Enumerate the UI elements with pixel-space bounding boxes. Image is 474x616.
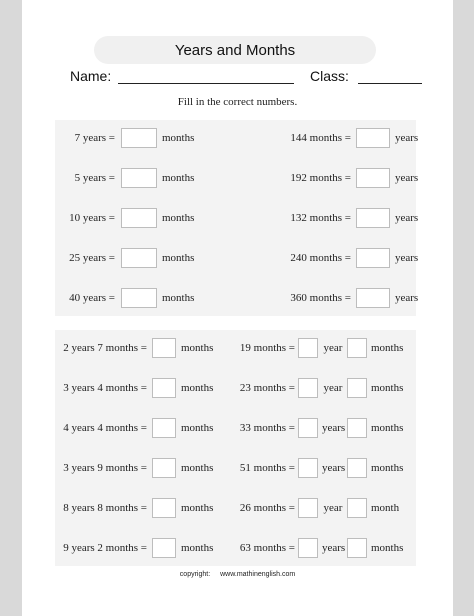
unit-label: years <box>322 462 346 474</box>
worksheet-page <box>22 0 453 616</box>
answer-box[interactable] <box>152 458 176 478</box>
answer-box[interactable] <box>152 378 176 398</box>
unit-label: months <box>371 422 404 434</box>
unit-label: months <box>371 342 404 354</box>
section-2-panel <box>55 330 416 566</box>
answer-box[interactable] <box>121 288 157 308</box>
unit-label: years <box>322 542 346 554</box>
answer-box[interactable] <box>356 288 390 308</box>
answer-box[interactable] <box>356 128 390 148</box>
unit-label: months <box>162 212 195 224</box>
months-box[interactable] <box>347 378 367 398</box>
answer-box[interactable] <box>356 248 390 268</box>
question-text: 5 years = <box>74 172 115 184</box>
question-text: 25 years = <box>69 252 115 264</box>
unit-label: months <box>181 502 214 514</box>
name-label: Name: <box>70 68 112 84</box>
title-text: Years and Months <box>174 41 296 59</box>
months-box[interactable] <box>347 498 367 518</box>
question-text: 63 months = <box>239 542 295 554</box>
question-text: 9 years 2 months = <box>63 542 147 554</box>
unit-label: year <box>323 342 343 354</box>
worksheet-title <box>94 36 376 64</box>
question-text: 192 months = <box>290 172 351 184</box>
years-box[interactable] <box>298 458 318 478</box>
years-box[interactable] <box>298 538 318 558</box>
unit-label: months <box>162 252 195 264</box>
unit-label: months <box>371 542 404 554</box>
question-text: 240 months = <box>290 252 351 264</box>
class-line[interactable] <box>358 83 422 84</box>
site-link[interactable]: www.mathinenglish.com <box>220 571 296 578</box>
years-box[interactable] <box>298 498 318 518</box>
question-text: 360 months = <box>290 292 351 304</box>
answer-box[interactable] <box>152 538 176 558</box>
question-text: 19 months = <box>239 342 295 354</box>
name-class-row <box>70 68 422 88</box>
answer-box[interactable] <box>121 208 157 228</box>
name-line[interactable] <box>118 83 294 84</box>
unit-label: months <box>162 292 195 304</box>
unit-label: years <box>395 252 419 264</box>
question-text: 132 months = <box>290 212 351 224</box>
question-text: 144 months = <box>290 132 351 144</box>
section-1-panel <box>55 120 419 316</box>
question-text: 51 months = <box>239 462 295 474</box>
question-text: 10 years = <box>69 212 115 224</box>
years-box[interactable] <box>298 418 318 438</box>
unit-label: year <box>323 382 343 394</box>
question-text: 7 years = <box>74 132 115 144</box>
question-text: 8 years 8 months = <box>63 502 147 514</box>
question-text: 33 months = <box>239 422 295 434</box>
question-text: 3 years 9 months = <box>63 462 147 474</box>
unit-label: years <box>395 212 419 224</box>
unit-label: months <box>181 422 214 434</box>
answer-box[interactable] <box>121 168 157 188</box>
unit-label: months <box>371 462 404 474</box>
instructions: Fill in the correct numbers. <box>177 96 298 108</box>
question-text: 23 months = <box>239 382 295 394</box>
unit-label: months <box>162 132 195 144</box>
answer-box[interactable] <box>152 418 176 438</box>
question-text: 40 years = <box>69 292 115 304</box>
question-text: 3 years 4 months = <box>63 382 147 394</box>
unit-label: years <box>395 292 419 304</box>
months-box[interactable] <box>347 458 367 478</box>
months-box[interactable] <box>347 538 367 558</box>
answer-box[interactable] <box>121 128 157 148</box>
footer <box>22 571 453 578</box>
answer-box[interactable] <box>356 168 390 188</box>
months-box[interactable] <box>347 338 367 358</box>
unit-label: years <box>395 172 419 184</box>
answer-box[interactable] <box>152 498 176 518</box>
unit-label: months <box>181 542 214 554</box>
question-text: 4 years 4 months = <box>63 422 147 434</box>
unit-label: months <box>371 382 404 394</box>
unit-label: months <box>181 462 214 474</box>
answer-box[interactable] <box>152 338 176 358</box>
unit-label: months <box>181 342 214 354</box>
class-label: Class: <box>310 68 349 84</box>
unit-label: years <box>395 132 419 144</box>
unit-label: months <box>181 382 214 394</box>
months-box[interactable] <box>347 418 367 438</box>
answer-box[interactable] <box>356 208 390 228</box>
copyright-label: copyright: <box>179 571 211 578</box>
unit-label: year <box>323 502 343 514</box>
question-text: 26 months = <box>239 502 295 514</box>
unit-label: month <box>371 502 400 514</box>
question-text: 2 years 7 months = <box>63 342 147 354</box>
unit-label: years <box>322 422 346 434</box>
years-box[interactable] <box>298 338 318 358</box>
years-box[interactable] <box>298 378 318 398</box>
unit-label: months <box>162 172 195 184</box>
answer-box[interactable] <box>121 248 157 268</box>
